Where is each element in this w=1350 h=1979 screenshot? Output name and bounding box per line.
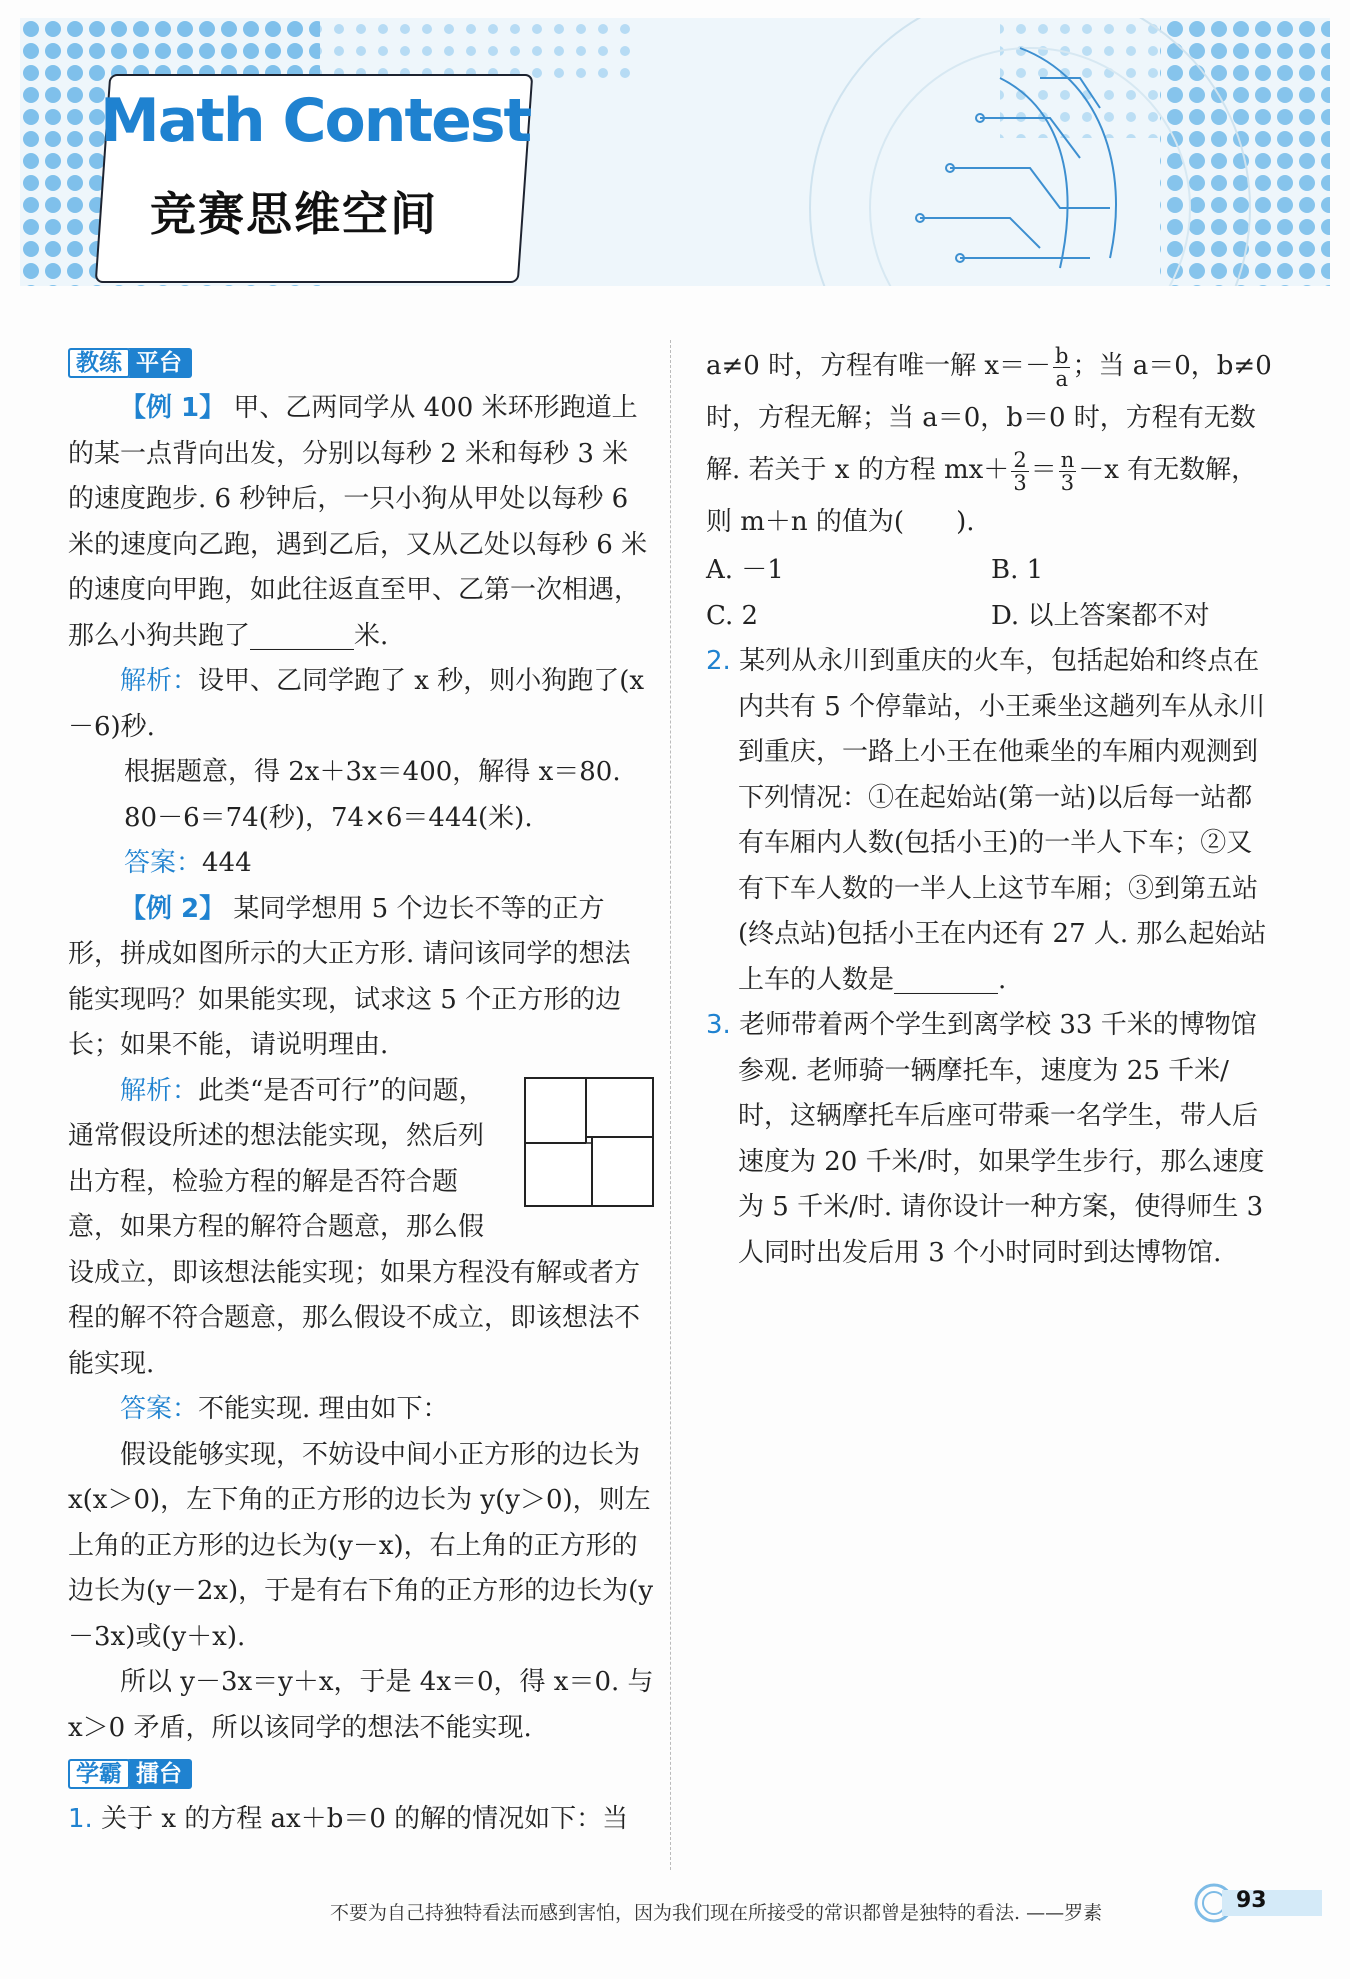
column-divider (670, 340, 671, 1870)
ex1-step-2: 根据题意，得 2x＋3x＝400，解得 x＝80. (124, 757, 621, 787)
q1-options-row-1 (706, 548, 1276, 594)
ex2-analysis: 此类“是否可行”的问题，通常假设所述的想法能实现，然后列出方程，检验方程的解是否符合题意，如果方程的解符合题意，那么假设成立，即该想法能实现；如果方程没有解或者方程的解不符合题意，那么假设不成立，即该想法不能实现. (68, 1075, 641, 1379)
ex1-step-3: 80－6＝74(秒)，74×6＝444(米). (124, 802, 533, 833)
ex1-answer: 444 (202, 848, 252, 878)
option-c: C. 2 (706, 600, 759, 631)
squares-figure (524, 1077, 654, 1207)
question-1-start: 1. 关于 x 的方程 ax＋b＝0 的解的情况如下：当 (68, 1804, 629, 1834)
ex2-proof-1: 假设能够实现，不妨设中间小正方形的边长为 x(x＞0)，左下角的正方形的边长为 y(y＞0)，则左上角的正方形的边长为(y－x)，右上角的正方形的边长为(y－2x)，于是有右下角的正方形的边长为(y－3x)或(y＋x). (68, 1439, 654, 1652)
question-1-cont: a≠0 时，方程有唯一解 x＝－ $\frac{b}{a}$ ；当 a＝0，b≠0 时，方程无解；当 a＝0，b＝0 时，方程有无数解. 若关于 x 的方程 mx＋ $\frac{2}{3}$ ＝ $\frac{n}{3}$ －x 有无数解，则 m＋n 的值为( ). (706, 343, 1272, 537)
fraction-b-over-a: $\frac{b}{a}$ (1055, 343, 1069, 391)
title-chinese: 竞赛思维空间 (150, 187, 438, 241)
fraction-2-over-3: $\frac{2}{3}$ (1013, 447, 1027, 495)
example-1: 【例 1】 甲、乙两同学从 400 米环形跑道上的某一点背向出发，分别以每秒 2 米和每秒 3 米的速度跑步. 6 秒钟后，一只小狗从甲处以每秒 6 米的速度向乙跑，遇到乙后，又从乙处以每秒 6 米的速度向甲跑，如此往返直至甲、乙第一次相遇，那么小狗共跑了________米. (68, 393, 648, 651)
section-tag-top-student-arena: 学霸 擂台 (68, 1759, 192, 1789)
section-tag-coach-platform: 教练 平台 (68, 348, 192, 378)
ex2-proof-2: 所以 y－3x＝y＋x，于是 4x＝0，得 x＝0. 与 x＞0 矛盾，所以该同学的想法不能实现. (68, 1667, 654, 1743)
left-column: 教练 平台 【例 1】 甲、乙两同学从 400 米环形跑道上的某一点背向出发，分别以每秒 2 米和每秒 3 米的速度跑步. 6 秒钟后，一只小狗从甲处以每秒 6 米的速度向乙跑，遇到乙后，又从乙处以每秒 6 米的速度向甲跑，如此往返直至甲、乙第一次相遇，那么小狗共跑了________米. 解析：设甲、乙同学跑了 x 秒，则小狗跑了(x－6)秒. 根据题意，得 2x＋3x＝400，解得 x＝80. 80－6＝74(秒)，74×6＝444(米). 答案：444 【例 2】 某同学想用 5 个边长不等的正方形，拼成如图所示的大正方形. 请问该同学的想法能实现吗？如果能实现，试求这 5 个正方形的边长；如果不能，请说明理由. 解析：此类“是否可行”的问题，通常假设所述的想法能实现，然后列出方程，检验方程的解是否符合题意，如果方程的解符合题意，那么假设成立，即该想法能实现；如果方程没有解或者方程的解不符合题意，那么假设不成立，即该想法不能实现. 答案：不能实现. 理由如下： 假设能够实现，不妨设中间小正方形的边长为 x(x＞0)，左下角的正方形的边长为 y(y＞0)，则左上角的正方形的边长为(y－x)，右上角的正方形的边长为(y－2x)，于是有右下角的正方形的边长为(y－3x)或(y＋x). 所以 y－3x＝y＋x，于是 4x＝0，得 x＝0. 与 x＞0 矛盾，所以该同学的想法不能实现. 学霸 擂台 1. 关于 x 的方程 ax＋b＝0 的解的情况如下：当 (68, 340, 654, 1843)
footer-quote: 不要为自己持独特看法而感到害怕，因为我们现在所接受的常识都曾是独特的看法. ——罗素 (330, 1902, 1103, 1924)
title-english: Math Contest (100, 86, 531, 156)
right-column (706, 340, 1276, 1276)
option-b: B. 1 (991, 555, 1044, 585)
page-number: 93 (1236, 1888, 1267, 1913)
fraction-n-over-3: $\frac{n}{3}$ (1060, 447, 1075, 495)
q1-options-row-2 (706, 594, 1276, 640)
example-2: 【例 2】 某同学想用 5 个边长不等的正方形，拼成如图所示的大正方形. 请问该同学的想法能实现吗？如果能实现，试求这 5 个正方形的边长；如果不能，请说明理由. (68, 893, 631, 1060)
question-2: 2. 某列从永川到重庆的火车，包括起始和终点在内共有 5 个停靠站，小王乘坐这趟列车从永川到重庆，一路上小王在他乘坐的车厢内观测到下列情况：①在起始站(第一站)以后每一站都有车厢内人数(包括小王)的一半人下车；②又有下车人数的一半人上这节车厢；③到第五站(终点站)包括小王在内还有 27 人. 那么起始站上车的人数是________. (706, 646, 1267, 995)
option-a: A. －1 (706, 555, 784, 585)
option-d: D. 以上答案都不对 (991, 600, 1210, 631)
question-3: 3. 老师带着两个学生到离学校 33 千米的博物馆参观. 老师骑一辆摩托车，速度为 25 千米/时，这辆摩托车后座可带乘一名学生，带人后速度为 20 千米/时，如果学生步行，那么速度为 5 千米/时. 请你设计一种方案，使得师生 3 人同时出发后用 3 个小时同时到达博物馆. (706, 1010, 1265, 1268)
